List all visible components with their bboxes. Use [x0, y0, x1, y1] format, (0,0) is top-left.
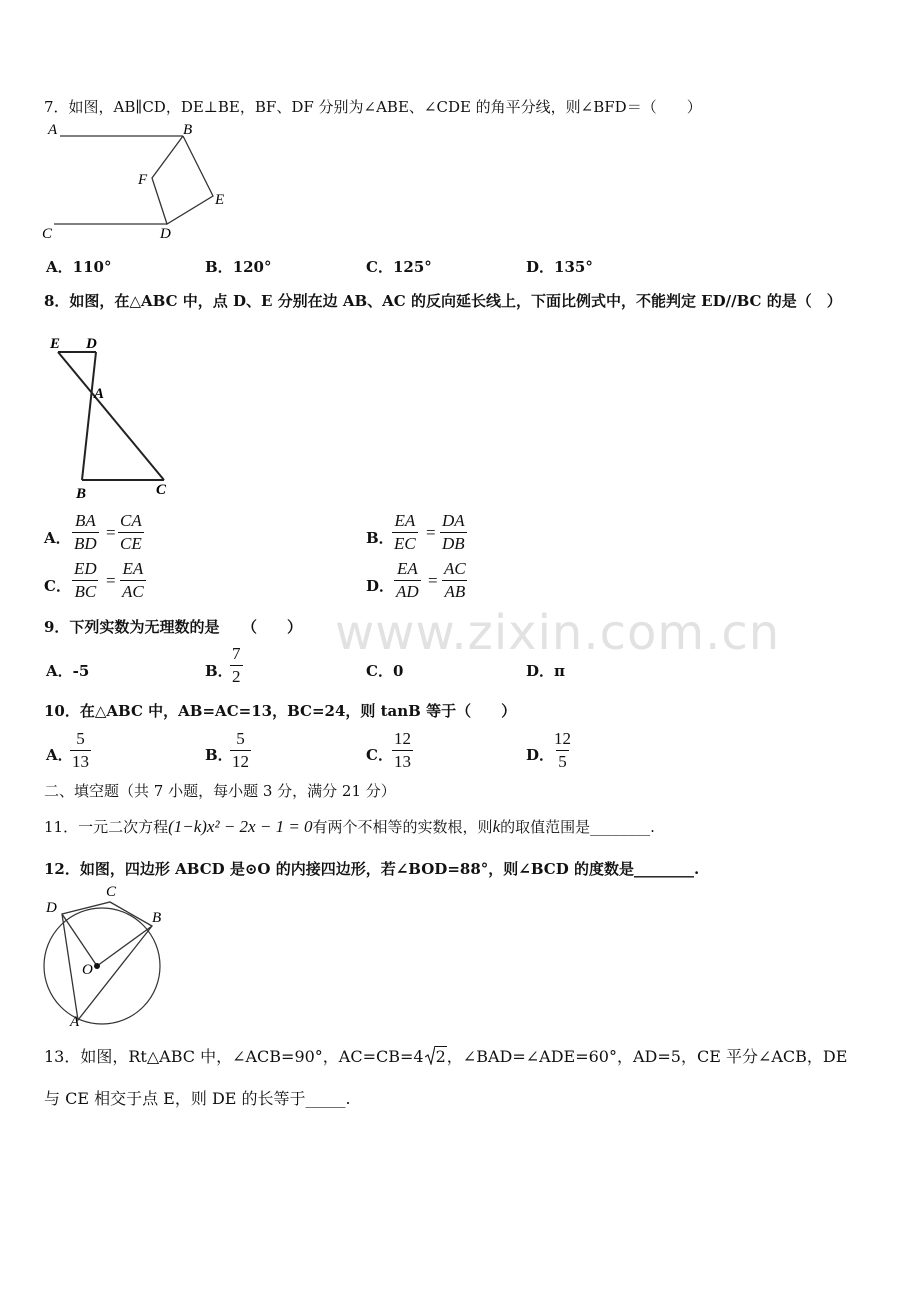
- q8-label-D: D: [86, 336, 97, 352]
- q7-label-B: B: [183, 122, 193, 138]
- q10-a-fraction: $\frac{5}{13}$: [72, 729, 89, 771]
- q8-option-c[interactable]: C．: [44, 577, 71, 595]
- q11-stem: 11．一元二次方程(1−k)x² − 2x − 1 = 0有两个不相等的实数根，则k的取值范围是________.: [44, 817, 655, 836]
- q8-label-A: A: [94, 386, 105, 402]
- q12-label-B: B: [152, 910, 162, 926]
- q12-figure: [36, 880, 176, 1034]
- q8-label-B: B: [76, 486, 87, 500]
- q7-label-E: E: [215, 192, 225, 208]
- q8-a-left-fraction: $\frac{BA}{BD}$: [74, 511, 97, 553]
- q13-sqrt-arg: 2: [435, 1047, 446, 1066]
- q8-c-equals: =: [106, 571, 116, 590]
- watermark: www.zixin.com.cn: [335, 605, 781, 661]
- q13-line2: 与 CE 相交于点 E，则 DE 的长等于_____.: [44, 1089, 351, 1108]
- q10-option-a[interactable]: A．: [46, 746, 73, 764]
- q10-option-b[interactable]: B．: [205, 746, 233, 764]
- q7-label-A: A: [48, 122, 58, 138]
- q7-option-a[interactable]: A．110°: [46, 258, 112, 276]
- q7-option-d[interactable]: D．135°: [526, 258, 593, 276]
- q12-stem: 12．如图，四边形 ABCD 是⊙O 的内接四边形，若∠BOD=88°，则∠BCD 的度数是________.: [44, 860, 700, 878]
- q8-d-equals: =: [428, 571, 438, 590]
- q8-option-a[interactable]: A．: [44, 529, 71, 547]
- q12-label-A: A: [70, 1014, 80, 1030]
- q7-option-c[interactable]: C．125°: [366, 258, 432, 276]
- q8-a-equals: =: [106, 523, 116, 542]
- section-heading: 二、填空题（共 7 小题，每小题 3 分，满分 21 分）: [44, 782, 396, 800]
- q8-c-left-fraction: $\frac{ED}{BC}$: [74, 559, 97, 601]
- q8-option-d[interactable]: D．: [366, 577, 395, 595]
- q8-figure: [44, 332, 184, 504]
- q10-option-c[interactable]: C．: [366, 746, 393, 764]
- q11-equation: (1−k)x² − 2x − 1 = 0: [168, 817, 313, 836]
- q8-b-right-fraction: $\frac{DA}{DB}$: [442, 511, 465, 553]
- q8-option-b[interactable]: B．: [366, 529, 394, 547]
- q8-d-right-fraction: $\frac{AC}{AB}$: [444, 559, 466, 601]
- q12-label-D: D: [46, 900, 57, 916]
- q9-b-fraction: $\frac{7}{2}$: [232, 644, 241, 686]
- q13-line1: 13．如图，Rt△ABC 中，∠ACB=90°，AC=CB=4 2，∠BAD=∠ADE=60°，AD=5，CE 平分∠ACB，DE: [44, 1047, 848, 1066]
- q7-figure: [40, 118, 240, 250]
- q9-option-c[interactable]: C．0: [366, 662, 404, 680]
- q7-label-C: C: [42, 226, 53, 242]
- q10-option-d[interactable]: D．: [526, 746, 555, 764]
- q12-label-O: O: [82, 962, 93, 978]
- q10-d-fraction: $\frac{12}{5}$: [554, 729, 571, 771]
- q8-label-C: C: [156, 482, 167, 498]
- q7-label-D: D: [160, 226, 171, 242]
- q9-option-b[interactable]: B．: [205, 662, 233, 680]
- q8-b-equals: =: [426, 523, 436, 542]
- q12-label-C: C: [106, 884, 117, 900]
- q7-stem: 7．如图，AB∥CD，DE⊥BE，BF、DF 分别为∠ABE、∠CDE 的角平分线，则∠BFD＝（ ）: [44, 98, 702, 116]
- q10-b-fraction: $\frac{5}{12}$: [232, 729, 249, 771]
- q8-a-right-fraction: $\frac{CA}{CE}$: [120, 511, 142, 553]
- q8-b-left-fraction: $\frac{EA}{EC}$: [394, 511, 416, 553]
- q8-stem: 8．如图，在△ABC 中，点 D、E 分别在边 AB、AC 的反向延长线上，下面比例式中，不能判定 ED//BC 的是（ ）: [44, 292, 842, 310]
- q8-d-left-fraction: $\frac{EA}{AD}$: [396, 559, 419, 601]
- q8-c-right-fraction: $\frac{EA}{AC}$: [122, 559, 144, 601]
- q9-option-d[interactable]: D．π: [526, 662, 565, 680]
- q9-stem: 9．下列实数为无理数的是 （ ）: [44, 618, 302, 636]
- q8-label-E: E: [50, 336, 61, 352]
- q7-option-b[interactable]: B．120°: [205, 258, 272, 276]
- q10-stem: 10．在△ABC 中，AB=AC=13，BC=24，则 tanB 等于（ ）: [44, 702, 517, 720]
- q10-c-fraction: $\frac{12}{13}$: [394, 729, 411, 771]
- q9-option-a[interactable]: A．-5: [46, 662, 90, 680]
- q7-label-F: F: [138, 172, 148, 188]
